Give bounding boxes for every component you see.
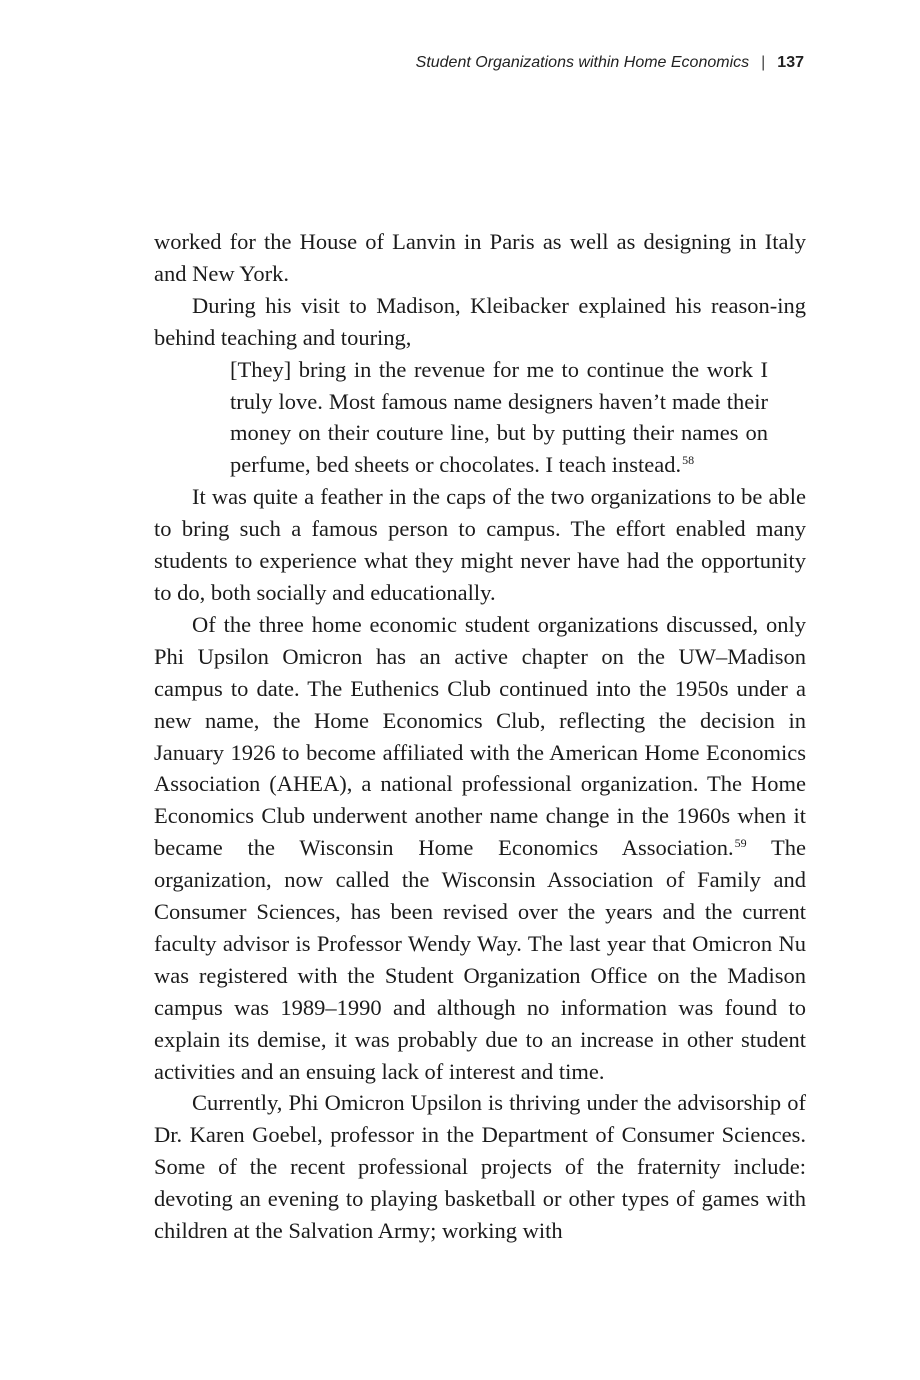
page-number: 137: [777, 54, 804, 71]
paragraph-organizations: [154, 609, 806, 1088]
running-head-separator: |: [761, 54, 766, 71]
paragraph-organizations-text-a: Of the three home economic student organizations discussed, only Phi Upsilon Omicron has an active chapter on the UW–Madison campus to date. The Euthenics Club continued into the 1950s under a new name, the Home Economics Club, reflecting the decision in January 1926 to become affiliated with the American Home Economics Association (AHEA), a national professional organization. The Home Economics Club underwent another name change in the 1960s when it became the Wisconsin Home Economics Association.: [154, 611, 806, 861]
running-head-title: Student Organizations within Home Economics: [415, 54, 750, 71]
block-quote: [230, 354, 768, 482]
block-quote-text: [They] bring in the revenue for me to continue the work I truly love. Most famous name designers haven’t made their money on their couture line, but by putting their names on perfume, bed sheets or chocolates. I teach instead.: [230, 356, 768, 478]
footnote-marker-58: 58: [682, 452, 695, 467]
paragraph-continued: worked for the House of Lanvin in Paris as well as designing in Italy and New York.: [154, 229, 806, 286]
paragraph-kleibacker-visit: During his visit to Madison, Kleibacker explained his reason-ing behind teaching and touring,: [154, 292, 806, 350]
body-text: [154, 226, 806, 1247]
footnote-marker-59: 59: [734, 835, 747, 850]
paragraph-currently: Currently, Phi Omicron Upsilon is thriving under the advisorship of Dr. Karen Goebel, professor in the Department of Consumer Sciences. Some of the recent professional projects of the fraternity include: devoting an evening to playing basketball or other types of games with children at the Salvation Army; working with: [154, 1090, 806, 1244]
paragraph-organizations-text-b: The organization, now called the Wisconsin Association of Family and Consumer Sciences, has been revised over the years and the current faculty advisor is Professor Wendy Way. The last year that Omicron Nu was registered with the Student Organization Office on the Madison campus was 1989–1990 and although no information was found to explain its demise, it was probably due to an increase in other student activities and an ensuing lack of interest and time.: [154, 835, 806, 1084]
paragraph-famous-person: It was quite a feather in the caps of the two organizations to be able to bring such a famous person to campus. The effort enabled many students to experience what they might never have had the opportunity to do, both socially and educationally.: [154, 484, 806, 605]
running-head: [416, 54, 804, 72]
